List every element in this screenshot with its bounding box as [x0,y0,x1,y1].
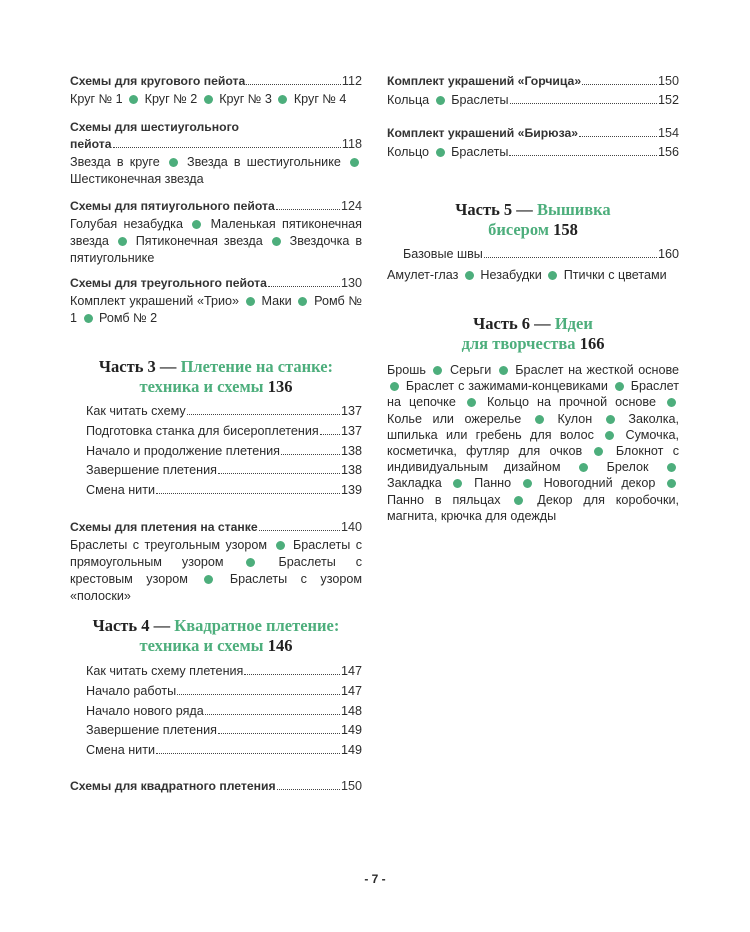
entry-title: Завершение плетения [86,463,217,478]
part-heading[interactable] [387,200,679,240]
bullet-dot-icon [548,271,557,280]
bullet-dot-icon [667,463,676,472]
item-list [70,216,362,267]
entry-title: Начало нового ряда [86,703,204,718]
entry-page: 138 [340,463,362,478]
list-item[interactable]: Звездочка в пятиугольнике [70,234,363,265]
toc-entry[interactable] [403,245,679,265]
dot-leader [484,257,657,258]
list-item[interactable]: Звезда в шестиугольнике [187,155,341,169]
list-item[interactable]: Декор для коробочки, магнита, крючка для одежды [387,492,679,523]
list-item[interactable]: Маки [261,294,292,308]
bullet-dot-icon [246,558,255,567]
item-list [387,143,508,162]
list-item[interactable]: Птички с цветами [563,267,667,282]
entry-title: Смена нити [86,743,156,758]
dot-leader [281,454,340,455]
dot-leader [246,84,341,85]
entry-page: 112 [341,74,362,88]
entry-page: 118 [341,137,362,151]
list-item[interactable]: Браслеты с прямоугольным узором [70,538,363,569]
toc-entry[interactable] [86,442,362,462]
toc-section-square [70,777,362,796]
dot-leader [187,414,340,415]
list-item[interactable]: Пятиконечная звезда [135,234,263,248]
toc-entry[interactable] [70,777,362,796]
dot-leader [218,733,340,734]
part-heading[interactable] [70,357,362,397]
part-page: 166 [579,334,605,353]
entry-page: 150 [340,779,362,793]
bullet-dot-icon [272,237,281,246]
list-item[interactable]: Брелок [606,460,649,475]
list-item[interactable]: Ромб № 2 [99,311,158,325]
toc-entry[interactable] [70,72,362,91]
bullet-dot-icon [298,297,307,306]
item-list [387,362,679,524]
dot-leader [509,155,657,156]
bullet-dot-icon [118,237,127,246]
item-list [70,154,362,188]
entry-title: Схемы для шестиугольного [70,120,239,134]
toc-section-tri-peyote [70,274,362,327]
toc-entry[interactable] [387,91,679,110]
entry-page: 124 [340,199,362,213]
toc-entry[interactable] [70,518,362,537]
toc-entry[interactable] [86,461,362,481]
entry-title-line [70,120,362,135]
list-item[interactable]: Панно в пяльцах [387,492,501,507]
entry-list [70,402,362,501]
bullet-dot-icon [453,479,462,488]
part-title: техника и схемы [139,636,264,655]
entry-title: Подготовка станка для бисероплетения [86,423,319,438]
part-page: 146 [267,636,293,655]
entry-title: Комплект украшений «Горчица» [387,74,582,88]
list-item[interactable]: Браслеты с треугольным узором [70,538,268,552]
list-item[interactable]: Браслеты [451,145,509,159]
dot-leader [259,530,340,531]
list-item[interactable]: Браслеты с крестовым узором [70,555,363,586]
dot-leader [510,103,657,104]
entry-page: 139 [340,483,362,498]
entry-title: Схемы для плетения на станке [70,520,258,534]
bullet-dot-icon [465,271,474,280]
entry-page: 140 [340,520,362,534]
toc-entry[interactable] [86,682,362,702]
part-title: техника и схемы [139,377,264,396]
list-item[interactable]: Блокнот с индивидуальным дизайном [387,444,680,475]
list-item[interactable]: Браслет на цепочке [387,379,680,410]
part-6 [387,314,679,524]
list-item[interactable]: Голубая незабудка [70,217,183,231]
bullet-dot-icon [390,382,399,391]
list-item[interactable]: Браслеты [451,93,509,107]
bullet-dot-icon [499,366,508,375]
part-title: Вышивка [536,200,611,219]
bullet-dot-icon [535,415,544,424]
list-item[interactable]: Панно [474,476,512,491]
entry-title: Схемы для пятиугольного пейота [70,199,275,213]
toc-entry[interactable] [387,124,679,143]
bullet-dot-icon [169,158,178,167]
entry-title: Начало и продолжение плетения [86,443,281,458]
entry-list [70,662,362,761]
dot-leader [156,493,340,494]
dot-leader [320,434,340,435]
toc-entry[interactable] [70,274,362,293]
list-item[interactable]: Ромб № 1 [70,294,362,325]
list-item[interactable]: Браслеты с узором «полоски» [70,572,363,603]
toc-section-biryuza [387,124,679,162]
bullet-dot-icon [276,541,285,550]
bullet-dot-icon [606,415,615,424]
dot-leader [218,473,340,474]
toc-entry[interactable] [70,135,362,154]
entry-title: пейота [70,137,112,151]
bullet-dot-icon [192,220,201,229]
entry-page: 150 [657,74,679,88]
list-item[interactable]: Амулет-глаз [387,267,459,282]
dot-leader [276,209,340,210]
toc-section-penta-peyote [70,197,362,267]
item-list [70,537,362,605]
item-list [387,267,679,284]
list-item[interactable]: Кольцо [387,145,430,159]
list-item[interactable]: Закладка [387,476,442,491]
bullet-dot-icon [605,431,614,440]
list-item[interactable]: Сумочка, косметичка, футляр для очков [387,427,679,459]
list-item[interactable]: Круг № 3 [219,92,272,106]
part-4 [70,616,362,761]
entry-page: 137 [340,404,362,418]
part-page: 158 [553,220,578,239]
toc-section-hex-peyote [70,120,362,188]
toc-entry[interactable] [387,72,679,91]
entry-page: 148 [340,703,362,718]
dot-leader [156,753,340,754]
entry-page: 147 [340,664,362,678]
entry-title: Как читать схему [86,404,186,418]
list-item[interactable]: Заколка, шпилька или гребень для волос [387,411,680,442]
list-item[interactable]: Круг № 4 [293,92,347,106]
part-title: Квадратное плетение: [174,616,340,635]
toc-entry[interactable] [86,481,362,501]
list-item[interactable]: Звезда в круге [70,155,160,169]
list-item[interactable]: Кольцо на прочной основе [486,395,656,410]
dot-leader [113,147,341,148]
bullet-dot-icon [433,366,442,375]
bullet-dot-icon [579,463,588,472]
entry-page: 149 [340,743,362,758]
bullet-dot-icon [84,314,93,323]
toc-entry[interactable] [387,143,679,162]
bullet-dot-icon [436,148,445,157]
toc-entry[interactable] [86,721,362,741]
entry-title: Комплект украшений «Бирюза» [387,126,579,140]
page-number: - 7 - [364,872,386,886]
list-item[interactable]: Круг № 1 [70,92,123,106]
toc-section-round-peyote [70,72,362,108]
toc-section-loom [70,518,362,605]
part-prefix: Часть 4 — [92,616,171,635]
dot-leader [205,714,340,715]
list-item[interactable]: Браслет с зажимами-концевиками [405,379,608,394]
list-item[interactable]: Комплект украшений «Трио» [70,294,240,308]
item-list [387,91,509,110]
entry-title: Завершение плетения [86,723,217,738]
bullet-dot-icon [436,96,445,105]
bullet-dot-icon [278,95,287,104]
toc-section-gorchitsa [387,72,679,110]
entry-page: 160 [657,247,679,261]
bullet-dot-icon [129,95,138,104]
list-item[interactable]: Серьги [449,363,492,377]
entry-page: 149 [340,723,362,738]
toc-entry[interactable] [86,422,362,442]
entry-title: Смена нити [86,483,156,498]
part-title: Плетение на станке: [180,357,334,376]
part-prefix: Часть 3 — [98,357,177,376]
dot-leader [277,789,340,790]
part-title: Идеи [554,314,593,333]
list-item[interactable]: Кулон [557,411,593,426]
list-item[interactable]: Брошь [387,363,426,377]
entry-page: 154 [657,126,679,140]
item-list [70,293,362,327]
dot-leader [582,84,657,85]
part-heading[interactable] [387,314,679,354]
item-list [70,91,362,108]
entry-page: 138 [340,443,362,458]
toc-entry[interactable] [86,741,362,761]
dot-leader [177,694,340,695]
entry-page: 130 [340,276,362,290]
entry-page: 147 [340,683,362,698]
list-item[interactable]: Браслет на жесткой основе [515,363,680,377]
list-item[interactable]: Колье или ожерелье [387,411,522,426]
entry-page: 152 [657,93,679,107]
entry-page: 156 [657,145,679,159]
bullet-dot-icon [350,158,359,167]
bullet-dot-icon [615,382,624,391]
part-3 [70,357,362,501]
bullet-dot-icon [667,398,676,407]
list-item[interactable]: Незабудки [480,267,542,282]
bullet-dot-icon [523,479,532,488]
list-item[interactable]: Круг № 2 [144,92,198,106]
toc-entry[interactable] [86,662,362,682]
part-prefix: Часть 6 — [473,314,551,333]
list-item[interactable]: Маленькая пятиконечная звезда [70,217,362,248]
toc-entry[interactable] [70,197,362,216]
list-item[interactable]: Новогодний декор [543,476,656,491]
dot-leader [244,674,340,675]
bullet-dot-icon [246,297,255,306]
list-item[interactable]: Кольца [387,93,430,107]
part-5 [387,200,679,284]
toc-entry[interactable] [86,402,362,422]
bullet-dot-icon [594,447,603,456]
entry-title: Базовые швы [403,247,483,261]
part-title: для творчества [461,334,576,353]
entry-list [387,245,679,265]
part-title: бисером [488,220,550,239]
toc-entry[interactable] [86,702,362,722]
entry-page: 137 [340,423,362,438]
dot-leader [268,286,340,287]
bullet-dot-icon [204,575,213,584]
entry-title: Схемы для квадратного плетения [70,779,276,793]
part-page: 136 [267,377,293,396]
list-item[interactable]: Шестиконечная звезда [70,172,204,186]
entry-title: Схемы для треугольного пейота [70,276,267,290]
bullet-dot-icon [467,398,476,407]
bullet-dot-icon [204,95,213,104]
entry-title: Начало работы [86,683,177,698]
part-prefix: Часть 5 — [455,200,533,219]
bullet-dot-icon [514,496,523,505]
part-heading[interactable] [70,616,362,656]
entry-title: Как читать схему плетения [86,664,244,678]
entry-title: Схемы для кругового пейота [70,74,246,88]
bullet-dot-icon [667,479,676,488]
dot-leader [579,136,657,137]
